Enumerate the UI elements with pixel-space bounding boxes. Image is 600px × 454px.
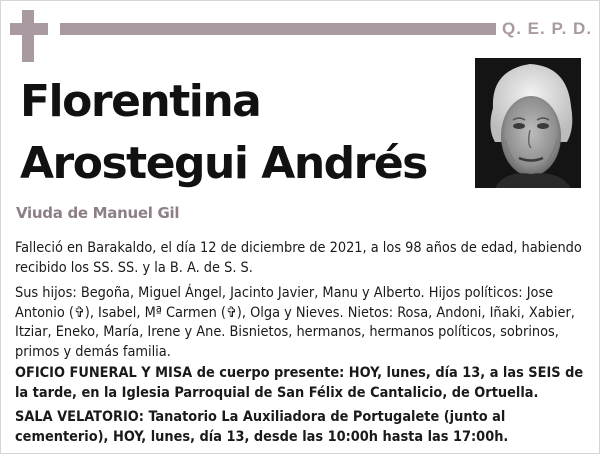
wake-paragraph: SALA VELATORIO: Tanatorio La Auxiliadora de Portugalete (junto al cementerio), HOY, lunes, día 13, desde las 10:00h hasta las 17:00h. (15, 409, 509, 445)
header-divider (60, 23, 496, 35)
deceased-surnames: Arostegui Andrés (20, 138, 427, 189)
deceased-photo (475, 58, 581, 188)
qepd-label: Q. E. P. D. (502, 19, 593, 38)
deceased-first-name: Florentina (20, 76, 261, 127)
family-paragraph: Sus hijos: Begoña, Miguel Ángel, Jacinto Javier, Manu y Alberto. Hijos políticos: Jose Antonio (✞), Isabel, Mª Carmen (✞), Olga y Nieves. Nietos: Rosa, Andoni, Iñaki, Xabier, Itziar, Eneko, María, Irene y Ane. Bisnietos, hermanos, hermanos políticos, sobrinos, primos y demás familia. (15, 285, 575, 360)
death-paragraph: Falleció en Barakaldo, el día 12 de diciembre de 2021, a los 98 años de edad, habiendo recibido los SS. SS. y la B. A. de S. S. (15, 240, 582, 276)
widow-of-subtitle: Viuda de Manuel Gil (16, 204, 180, 222)
funeral-paragraph: OFICIO FUNERAL Y MISA de cuerpo presente: HOY, lunes, día 13, a las SEIS de la tarde, en la Iglesia Parroquial de San Félix de Cantalicio, de Ortuella. (15, 365, 584, 401)
